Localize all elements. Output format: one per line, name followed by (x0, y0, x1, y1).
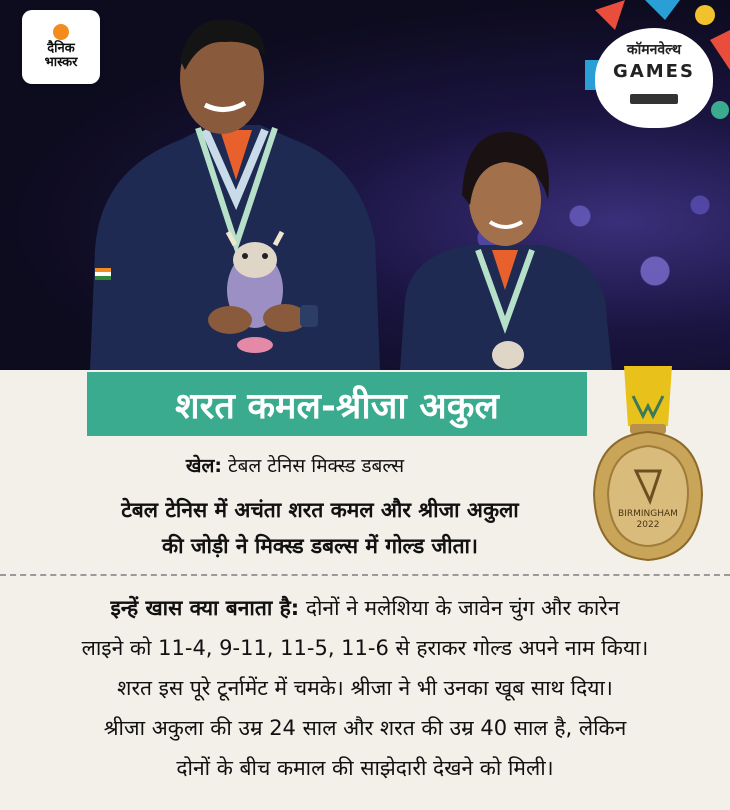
sport-line (0, 452, 590, 478)
description-line-1: टेबल टेनिस में अचंता शरत कमल और श्रीजा अकुला (121, 498, 519, 522)
details-line-1-text: दोनों ने मलेशिया के जावेन चुंग और कारेन (305, 596, 620, 620)
details-line-5: दोनों के बीच कमाल की साझेदारी देखने को मिली। (176, 756, 554, 780)
details-line-4: श्रीजा अकुला की उम्र 24 साल और शरत की उम्र 40 साल है, लेकिन (103, 716, 627, 740)
cwg-title-hindi: कॉमनवेल्थ (626, 42, 682, 58)
athletes-photo (0, 0, 730, 370)
details-line-2: लाइने को 11-4, 9-11, 11-5, 11-6 से हराकर गोल्ड अपने नाम किया। (81, 636, 649, 660)
logo-line-2: भास्कर (44, 55, 78, 70)
details-paragraph (12, 588, 718, 788)
medal-year: 2022 (636, 520, 660, 530)
cwg-badge (595, 28, 713, 128)
headline-banner (87, 372, 587, 436)
details-line-1 (12, 588, 718, 628)
sport-value: टेबल टेनिस मिक्स्ड डबल्स (228, 455, 405, 477)
dainik-bhaskar-logo (22, 10, 100, 84)
sun-icon (53, 24, 69, 40)
cwg-title-games: GAMES (613, 61, 695, 82)
medal-city: BIRMINGHAM (618, 509, 678, 519)
description-line-2: की जोड़ी ने मिक्स्ड डबल्स में गोल्ड जीता। (162, 534, 478, 558)
commonwealth-games-logo (585, 0, 730, 145)
headline-text: शरत कमल-श्रीजा अकुल (175, 385, 499, 427)
cwg-ribbon-icon (630, 94, 678, 104)
details-line-3: शरत इस पूरे टूर्नामेंट में चमके। श्रीजा ने भी उनका खूब साथ दिया। (117, 676, 613, 700)
achievement-description (30, 492, 610, 564)
dashed-divider (0, 574, 730, 576)
details-label: इन्हें खास क्या बनाता है: (110, 596, 300, 620)
sport-label: खेल: (185, 455, 222, 477)
logo-line-1: दैनिक (47, 41, 75, 56)
